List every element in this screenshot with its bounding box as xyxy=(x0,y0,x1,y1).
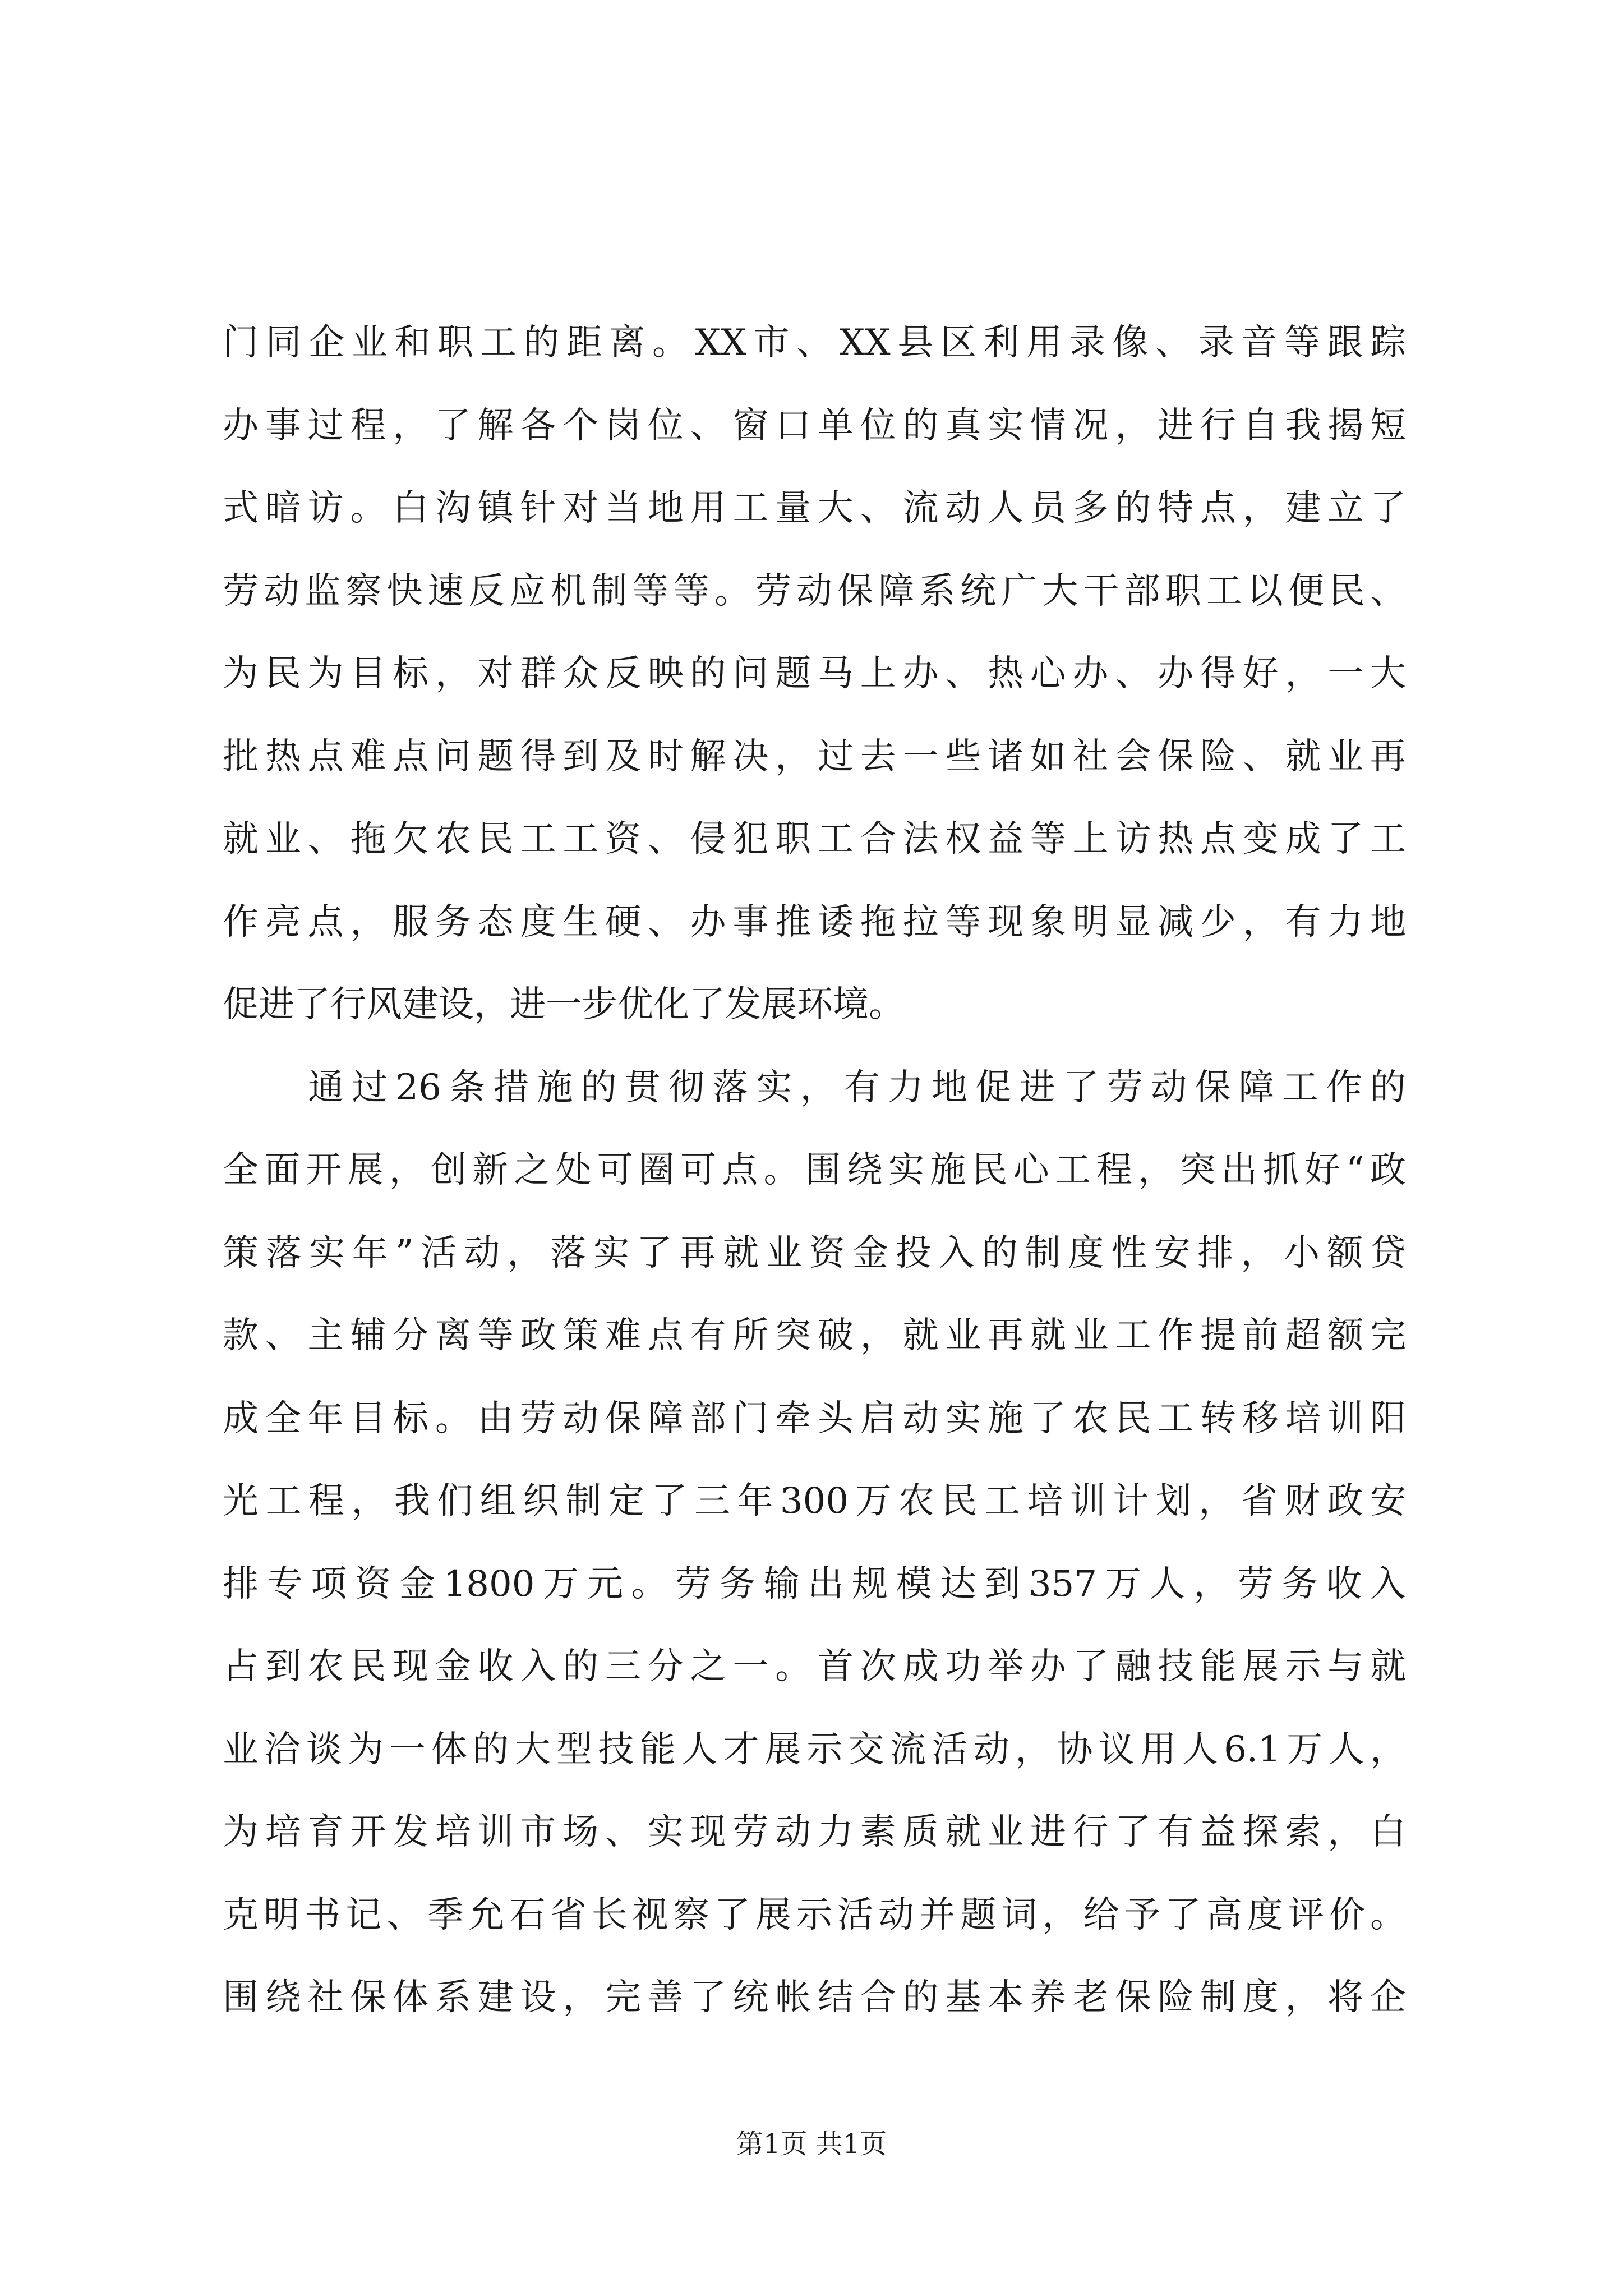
text-line: 成全年目标。由劳动保障部门牵头启动实施了农民工转移培训阳 xyxy=(223,1397,1406,1439)
text-line: 策落实年”活动，落实了再就业资金投入的制度性安排，小额贷 xyxy=(223,1232,1406,1274)
text-line: 占到农民现金收入的三分之一。首次成功举办了融技能展示与就 xyxy=(223,1646,1406,1687)
body-text xyxy=(223,302,1406,2040)
paragraph-first-line: 通过26条措施的贯彻落实，有力地促进了劳动保障工作的 xyxy=(308,1066,1406,1108)
text-line: 款、主辅分离等政策难点有所突破，就业再就业工作提前超额完 xyxy=(223,1315,1406,1356)
text-line: 式暗访。白沟镇针对当地用工量大、流动人员多的特点，建立了 xyxy=(223,487,1406,529)
text-line: 围绕社保体系建设，完善了统帐结合的基本养老保险制度，将企 xyxy=(223,1977,1406,2018)
text-line: 为民为目标，对群众反映的问题马上办、热心办、办得好，一大 xyxy=(223,653,1406,694)
text-line: 为培育开发培训市场、实现劳动力素质就业进行了有益探索，白 xyxy=(223,1811,1406,1853)
text-line: 作亮点，服务态度生硬、办事推诿拖拉等现象明显减少，有力地 xyxy=(223,901,1406,943)
page-footer xyxy=(0,2127,1623,2161)
text-line: 就业、拖欠农民工工资、侵犯职工合法权益等上访热点变成了工 xyxy=(223,818,1406,860)
text-line: 门同企业和职工的距离。XX市、XX县区利用录像、录音等跟踪 xyxy=(223,322,1406,364)
text-line: 光工程，我们组织制定了三年300万农民工培训计划，省财政安 xyxy=(223,1480,1406,1522)
text-line: 克明书记、季允石省长视察了展示活动并题词，给予了高度评价。 xyxy=(223,1894,1406,1936)
text-line: 劳动监察快速反应机制等等。劳动保障系统广大干部职工以便民、 xyxy=(223,570,1406,612)
text-line: 办事过程，了解各个岗位、窗口单位的真实情况，进行自我揭短 xyxy=(223,404,1406,447)
text-line: 促进了行风建设，进一步优化了发展环境。 xyxy=(223,984,905,1025)
text-line: 业洽谈为一体的大型技能人才展示交流活动，协议用人6.1万人， xyxy=(223,1728,1406,1770)
page-number-label: 第1页 共1页 xyxy=(736,2128,887,2160)
text-line: 批热点难点问题得到及时解决，过去一些诸如社会保险、就业再 xyxy=(223,735,1406,777)
text-line: 排专项资金1800万元。劳务输出规模达到357万人，劳务收入 xyxy=(223,1563,1406,1605)
text-line: 全面开展，创新之处可圈可点。围绕实施民心工程，突出抓好“政 xyxy=(223,1149,1406,1191)
